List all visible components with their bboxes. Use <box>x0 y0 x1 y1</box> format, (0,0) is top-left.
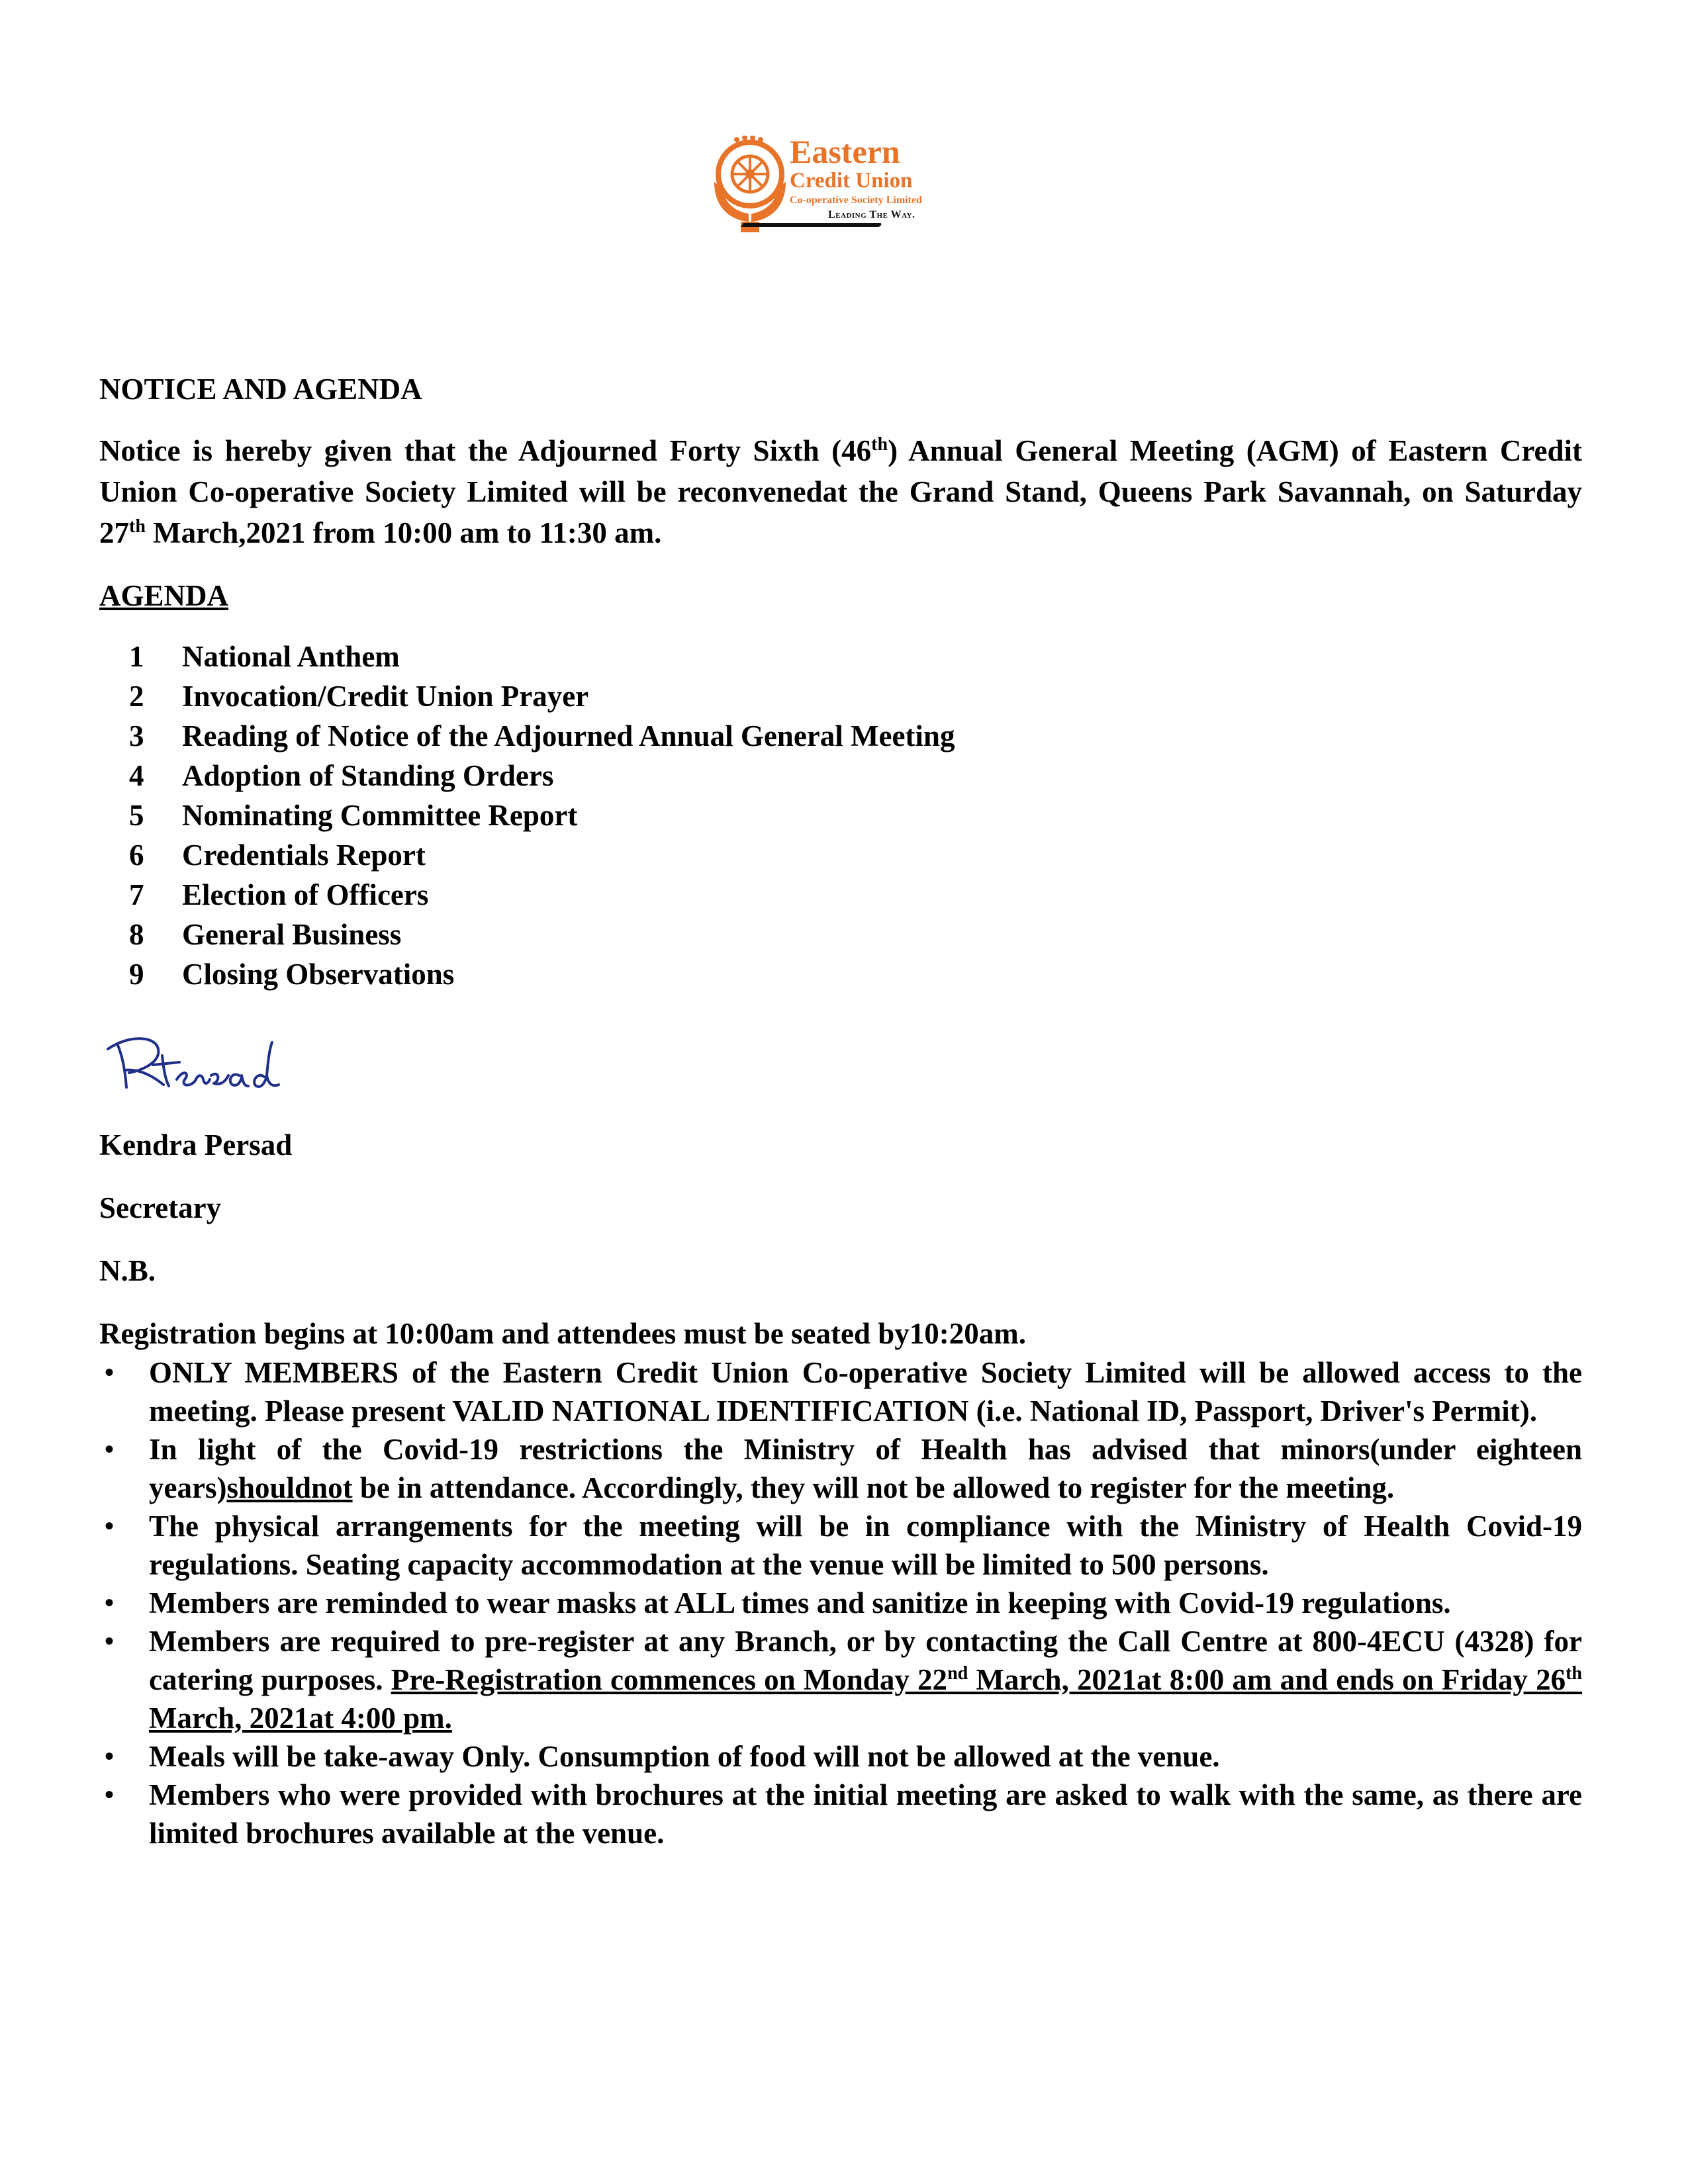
ordinal-suffix: th <box>1566 1663 1582 1684</box>
notice-paragraph <box>99 430 1582 553</box>
note-underlined-text: March, 2021at 8:00 am and ends on Friday 26 <box>968 1663 1566 1696</box>
logo-tagline: Leading The Way. <box>828 209 915 220</box>
bullet-icon: • <box>105 1626 115 1656</box>
note-text: In light of the Covid-19 restrictions the Ministry of Health has advised that minors(under eighteen years) <box>149 1433 1582 1504</box>
bullet-icon: • <box>105 1588 115 1617</box>
agenda-item <box>129 756 1453 796</box>
agenda-item <box>129 875 1453 915</box>
note-text: Members are reminded to wear masks at ALL times and sanitize in keeping with Covid-19 regulations. <box>149 1586 1451 1619</box>
note-text: Meals will be take-away Only. Consumption of food will not be allowed at the venue. <box>149 1740 1220 1773</box>
bullet-icon: • <box>105 1511 115 1541</box>
note-text: The physical arrangements for the meeting will be in compliance with the Ministry of Health Covid-19 regulations. Seating capacity accommodation at the venue will be limited to 500 persons. <box>149 1510 1582 1581</box>
registration-intro: Registration begins at 10:00am and attendees must be seated by10:20am. <box>99 1317 1026 1350</box>
agenda-title: AGENDA <box>99 579 229 612</box>
agenda-item-label: General Business <box>182 918 402 951</box>
list-item <box>99 1353 1582 1430</box>
agenda-item <box>129 796 1453 835</box>
agenda-item-label: Closing Observations <box>182 958 455 991</box>
logo-swoosh <box>741 223 882 227</box>
ordinal-suffix: th <box>871 434 888 455</box>
agenda-item-number: 1 <box>129 640 144 673</box>
agenda-item <box>129 676 1453 716</box>
note-text: Members are required to pre-register at any Branch, or by contacting the Call Centre at 800-4ECU (4328) for catering purposes. <box>149 1625 1582 1696</box>
agenda-item-label: National Anthem <box>182 640 400 673</box>
eastern-credit-union-logo <box>712 133 976 242</box>
bullet-icon: • <box>105 1741 115 1771</box>
bullet-icon: • <box>105 1434 115 1464</box>
agenda-item-number: 5 <box>129 799 144 832</box>
agenda-item <box>129 954 1453 994</box>
agenda-item-number: 7 <box>129 878 144 911</box>
agenda-item <box>129 915 1453 954</box>
agenda-item-label: Invocation/Credit Union Prayer <box>182 680 589 713</box>
list-item <box>99 1776 1582 1852</box>
agenda-item-number: 9 <box>129 958 144 991</box>
list-item <box>99 1737 1582 1776</box>
ordinal-suffix: nd <box>947 1663 968 1684</box>
logo-subtitle: Credit Union <box>790 169 913 193</box>
signatory-title: Secretary <box>99 1191 222 1224</box>
nota-bene-label: N.B. <box>99 1254 156 1287</box>
signatory-name: Kendra Persad <box>99 1128 293 1161</box>
bullet-icon: • <box>105 1357 115 1387</box>
agenda-item-label: Credentials Report <box>182 839 426 872</box>
list-item <box>99 1622 1582 1737</box>
list-item <box>99 1584 1582 1622</box>
note-text: Members who were provided with brochures at the initial meeting are asked to walk with the same, as there are limited brochures available at the venue. <box>149 1778 1582 1850</box>
agenda-item-label: Election of Officers <box>182 878 429 911</box>
notice-text-part1: Notice is hereby given that the Adjourned Forty Sixth (46 <box>99 434 872 467</box>
agenda-item-number: 2 <box>129 680 144 713</box>
handwritten-signature <box>103 1029 295 1102</box>
notes-list <box>99 1353 1582 1852</box>
agenda-item-number: 3 <box>129 719 144 752</box>
agenda-list <box>129 637 1453 994</box>
agenda-item-label: Adoption of Standing Orders <box>182 759 554 792</box>
logo-small-text: Co-operative Society Limited <box>790 195 922 206</box>
list-item <box>99 1430 1582 1507</box>
page-title: NOTICE AND AGENDA <box>99 373 422 406</box>
agenda-item <box>129 716 1453 756</box>
agenda-item <box>129 835 1453 875</box>
note-underlined-text: shouldnot <box>226 1471 353 1504</box>
notice-text-part3: March,2021 from 10:00 am to 11:30 am. <box>145 516 662 549</box>
notice-text-part2: ) Annual General Meeting (AGM) of Eastern Credit Union Co-operative Society Limited will be reconvenedat the Grand Stand, Queens Park Savannah, on Saturday 27 <box>99 434 1583 549</box>
agenda-item-label: Reading of Notice of the Adjourned Annual General Meeting <box>182 719 955 752</box>
agenda-item-number: 6 <box>129 839 144 872</box>
wheel-in-hands-logo-icon <box>712 136 791 235</box>
ordinal-suffix: th <box>129 516 146 537</box>
agenda-item-label: Nominating Committee Report <box>182 799 578 832</box>
agenda-item-number: 4 <box>129 759 144 792</box>
list-item <box>99 1507 1582 1584</box>
agenda-item <box>129 637 1453 676</box>
agenda-item-number: 8 <box>129 918 144 951</box>
note-underlined-text: March, 2021at 4:00 pm. <box>149 1702 452 1735</box>
logo-name: Eastern <box>790 133 900 170</box>
note-underlined-text: Pre-Registration commences on Monday 22 <box>391 1663 948 1696</box>
note-text: be in attendance. Accordingly, they will not be allowed to register for the meeting. <box>352 1471 1395 1504</box>
note-text: ONLY MEMBERS of the Eastern Credit Union Co-operative Society Limited will be allowed access to the meeting. Please present VALID NATIONAL IDENTIFICATION (i.e. National ID, Passport, Driver's Permit). <box>149 1356 1582 1428</box>
bullet-icon: • <box>105 1780 115 1809</box>
